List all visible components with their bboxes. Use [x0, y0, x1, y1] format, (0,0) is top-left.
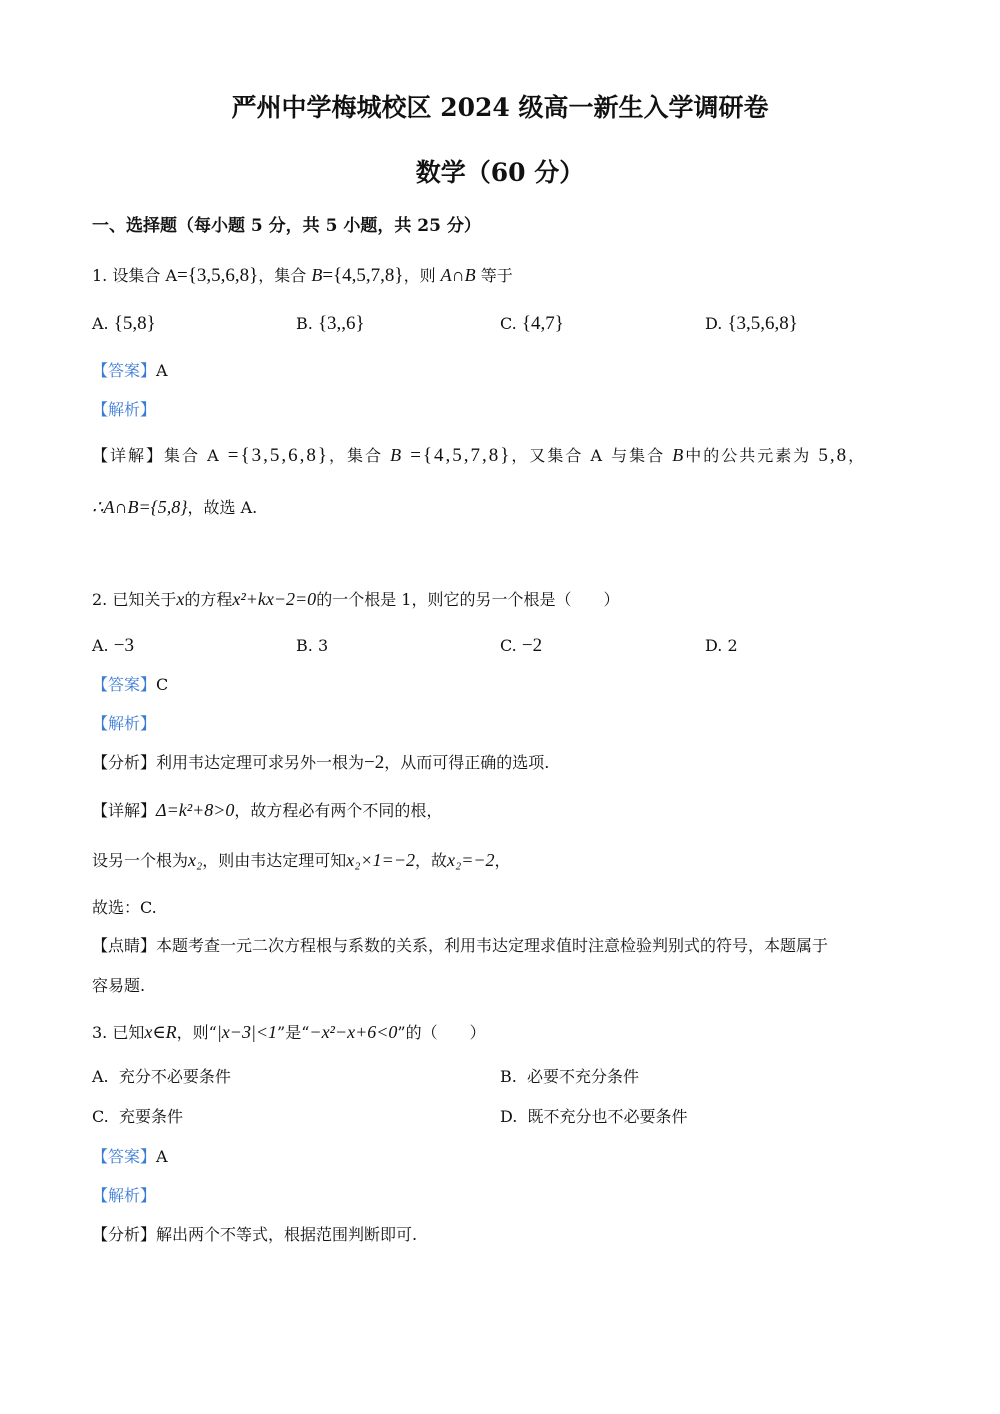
q1-setB: ={4,5,7,8}: [322, 265, 404, 286]
line-text: ，: [494, 851, 511, 870]
option-label: C.: [500, 314, 517, 333]
fenxi-tag: 【分析】: [92, 1225, 157, 1244]
option-label: A.: [92, 314, 109, 333]
line-text: ，故: [414, 851, 447, 870]
answer-tag: 【答案】: [92, 675, 157, 694]
option-label: C.: [500, 636, 517, 655]
q2-eq: x²+kx−2=0: [232, 589, 317, 609]
analysis-tag: 【解析】: [92, 714, 157, 733]
q3-analysis: [92, 1185, 156, 1207]
q1-option-b: [296, 313, 365, 335]
q3-option-d: [500, 1106, 688, 1128]
answer-value: A: [156, 361, 168, 380]
q1-num: 1. 设集合: [92, 266, 161, 285]
option-label: C.: [92, 1107, 109, 1126]
line-result: x₂=−2: [446, 850, 495, 870]
q2-comment-cont: 容易题.: [92, 976, 146, 995]
fenxi-value: −2: [364, 752, 385, 773]
q3-mid: ”是“: [277, 1023, 310, 1042]
q2-fenxi: [92, 752, 549, 774]
q1-detail-line2: [92, 496, 257, 519]
q2-option-d: [705, 635, 738, 657]
section-heading: 一、选择题（每小题 5 分，共 5 小题，共 25 分）: [92, 216, 481, 236]
q2-answer: [92, 674, 168, 696]
analysis-tag: 【解析】: [92, 1186, 157, 1205]
comment-text: 本题考查一元二次方程根与系数的关系，利用韦达定理求值时注意检验判别式的符号，本题属于: [156, 936, 829, 955]
option-label: A.: [92, 1067, 109, 1086]
q3-option-a: [92, 1066, 231, 1088]
q1-tail1: ，则: [403, 266, 436, 285]
answer-value: C: [156, 675, 169, 694]
answer-tag: 【答案】: [92, 361, 157, 380]
option-value: 既不充分也不必要条件: [527, 1107, 688, 1126]
q2-detail: [92, 799, 442, 822]
option-value: 2: [727, 636, 738, 655]
option-label: D.: [705, 636, 723, 655]
q1-tail2: 等于: [480, 266, 513, 285]
option-label: B.: [500, 1067, 517, 1086]
option-value: −3: [113, 635, 134, 656]
q1-expr: A∩B: [440, 265, 476, 285]
q3-expr1: |x−3|<1: [216, 1022, 278, 1042]
fenxi-tag: 【分析】: [92, 753, 157, 772]
q1-option-a: [92, 313, 156, 335]
answer-value: A: [156, 1147, 168, 1166]
q1-setA-label: A: [165, 266, 178, 285]
line-eq: x₂×1=−2: [346, 850, 415, 870]
detail-text: ，: [848, 446, 867, 465]
answer-tag: 【答案】: [92, 1147, 157, 1166]
detail-common: 5,8: [818, 445, 849, 466]
option-value: {4,7}: [521, 313, 564, 334]
option-label: B.: [296, 636, 313, 655]
option-value: 3: [317, 636, 329, 655]
q2-option-b: [296, 635, 328, 657]
line-text: ，则由韦达定理可知: [202, 851, 347, 870]
detail-expr: ∴A∩B={5,8}: [92, 497, 188, 517]
option-value: 必要不充分条件: [527, 1067, 640, 1086]
q1-setA: ={3,5,6,8}: [177, 265, 259, 286]
q2-mid: 的方程: [184, 590, 233, 609]
q3-answer: [92, 1146, 168, 1168]
q2-choose: 故选：C.: [92, 898, 157, 917]
fenxi-text: 利用韦达定理可求另外一根为: [156, 753, 365, 772]
page-title: 严州中学梅城校区 2024 级高一新生入学调研卷: [231, 93, 769, 122]
option-label: A.: [92, 636, 109, 655]
detail-setB: ={4,5,7,8}: [410, 445, 512, 466]
option-label: D.: [705, 314, 723, 333]
question-3: [92, 1021, 486, 1044]
q1-setB-label: B: [311, 265, 323, 285]
option-label: B.: [296, 314, 313, 333]
q2-line3: [92, 849, 511, 872]
q2-tail: 的一个根是 1，则它的另一个根是（ ）: [316, 590, 620, 609]
question-1: [92, 264, 513, 287]
q1-analysis: [92, 399, 156, 421]
option-value: {5,8}: [113, 313, 156, 334]
detail-text: ，故选 A.: [187, 498, 258, 517]
q1-option-d: [705, 313, 798, 335]
q1-mid: ，集合: [258, 266, 307, 285]
q2-analysis: [92, 713, 156, 735]
detail-expr: Δ=k²+8>0: [156, 800, 235, 820]
detail-tag: 【详解】: [92, 446, 165, 465]
q3-mid: ，则“: [176, 1023, 217, 1042]
detail-setA: ={3,5,6,8}: [227, 445, 329, 466]
question-2: [92, 588, 619, 611]
comment-tag: 【点睛】: [92, 936, 157, 955]
detail-text: ，又集合 A 与集合: [511, 446, 666, 465]
option-label: D.: [500, 1107, 518, 1126]
page-subtitle: 数学（60 分）: [415, 158, 585, 187]
q2-num: 2. 已知关于: [92, 590, 177, 609]
q3-fenxi: [92, 1224, 417, 1246]
q2-option-a: [92, 635, 134, 657]
q2-option-c: [500, 635, 542, 657]
line-x2: x₂: [188, 850, 203, 870]
q2-comment: [92, 935, 828, 957]
option-value: {3,,6}: [317, 313, 365, 334]
option-value: −2: [521, 635, 543, 656]
detail-text: 集合 A: [164, 446, 221, 465]
q3-tail: ”的（ ）: [397, 1023, 486, 1042]
fenxi-text: ，从而可得正确的选项.: [384, 753, 550, 772]
fenxi-text: 解出两个不等式，根据范围判断即可.: [156, 1225, 418, 1244]
q3-option-b: [500, 1066, 639, 1088]
option-value: {3,5,6,8}: [727, 313, 798, 334]
q1-option-c: [500, 313, 564, 335]
q1-answer: [92, 360, 168, 382]
option-value: 充分不必要条件: [118, 1067, 231, 1086]
q3-option-c: [92, 1106, 183, 1128]
analysis-tag: 【解析】: [92, 400, 157, 419]
detail-B: B: [672, 445, 686, 465]
detail-text: ，故方程必有两个不同的根，: [234, 801, 443, 820]
q3-cond: x∈R: [144, 1022, 177, 1042]
q3-num: 3. 已知: [92, 1023, 145, 1042]
detail-tag: 【详解】: [92, 801, 157, 820]
q2-var: x: [176, 589, 185, 609]
detail-text: ，集合: [328, 446, 383, 465]
detail-B: B: [390, 445, 404, 465]
line-text: 设另一个根为: [92, 851, 189, 870]
q1-detail-line1: [92, 444, 866, 467]
q3-expr2: −x²−x+6<0: [309, 1022, 398, 1042]
detail-text: 中的公共元素为: [685, 446, 812, 465]
option-value: 充要条件: [118, 1107, 183, 1126]
